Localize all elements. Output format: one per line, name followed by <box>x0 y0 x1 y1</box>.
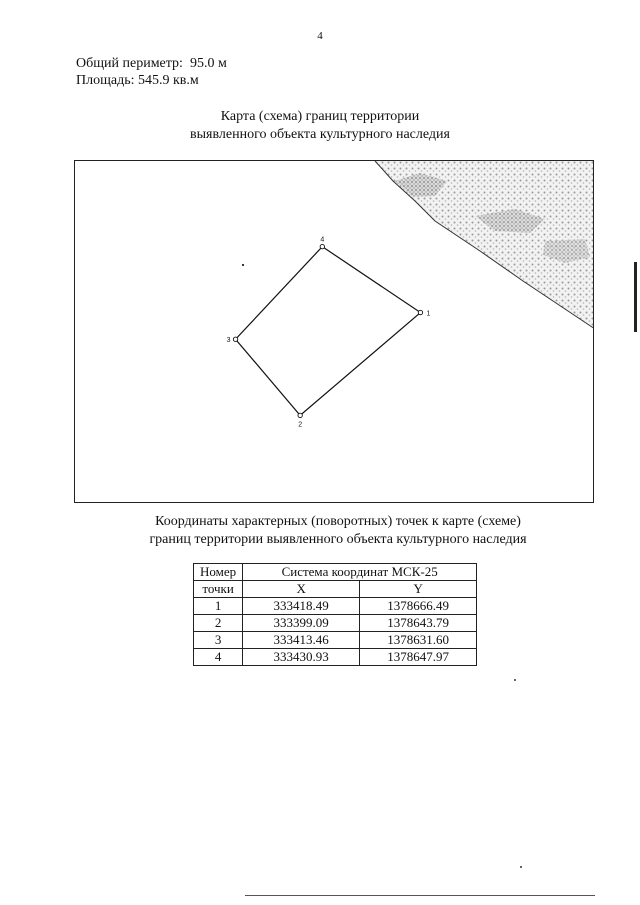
boundary-point-label: 3 <box>226 337 231 345</box>
table-row <box>194 649 477 666</box>
header-y: Y <box>360 581 477 598</box>
map-title-line-2: выявленного объекта культурного наследия <box>190 127 450 142</box>
cell-point: 4 <box>194 649 243 666</box>
speck-mark <box>520 866 522 868</box>
table-row <box>194 598 477 615</box>
boundary-point-4 <box>320 244 324 248</box>
cell-point: 3 <box>194 632 243 649</box>
area-text: Площадь: 545.9 кв.м <box>76 73 199 88</box>
speck-mark <box>242 264 244 266</box>
boundary-point-2 <box>298 413 302 417</box>
table-row <box>194 632 477 649</box>
table-title <box>0 513 640 549</box>
cell-y: 1378647.97 <box>360 649 477 666</box>
cell-x: 333413.46 <box>243 632 360 649</box>
cell-x: 333430.93 <box>243 649 360 666</box>
boundary-point-label: 4 <box>320 236 325 244</box>
cell-y: 1378631.60 <box>360 632 477 649</box>
table-row <box>194 615 477 632</box>
table-title-line-1: Координаты характерных (поворотных) точек к карте (схеме) <box>155 514 521 529</box>
map-title-line-1: Карта (схема) границ территории <box>220 109 420 124</box>
cell-x: 333418.49 <box>243 598 360 615</box>
boundary-point-1 <box>418 310 422 314</box>
coordinates-table <box>193 563 477 666</box>
header-x: X <box>243 581 360 598</box>
speck-mark <box>514 679 516 681</box>
cell-y: 1378666.49 <box>360 598 477 615</box>
boundary-polygon-layer <box>227 237 431 429</box>
boundary-polygon <box>236 247 421 416</box>
boundary-point-3 <box>233 337 237 341</box>
map-title <box>0 108 640 144</box>
cell-x: 333399.09 <box>243 615 360 632</box>
footer-rule <box>245 895 595 896</box>
cell-point: 2 <box>194 615 243 632</box>
boundary-point-label: 1 <box>426 310 431 318</box>
header-coordinate-system: Система координат МСК-25 <box>243 564 477 581</box>
table-title-line-2: границ территории выявленного объекта культурного наследия <box>149 532 527 547</box>
cell-y: 1378643.79 <box>360 615 477 632</box>
summary-block <box>76 55 227 89</box>
boundary-point-label: 2 <box>298 421 303 429</box>
boundary-map <box>74 160 594 503</box>
page-number: 4 <box>317 30 323 42</box>
header-point-number: Номер <box>194 564 243 581</box>
boundary-map-canvas <box>75 161 594 503</box>
cell-point: 1 <box>194 598 243 615</box>
perimeter-text: Общий периметр: 95.0 м <box>76 56 227 71</box>
scan-edge-mark <box>634 262 637 332</box>
header-point-number-2: точки <box>194 581 243 598</box>
